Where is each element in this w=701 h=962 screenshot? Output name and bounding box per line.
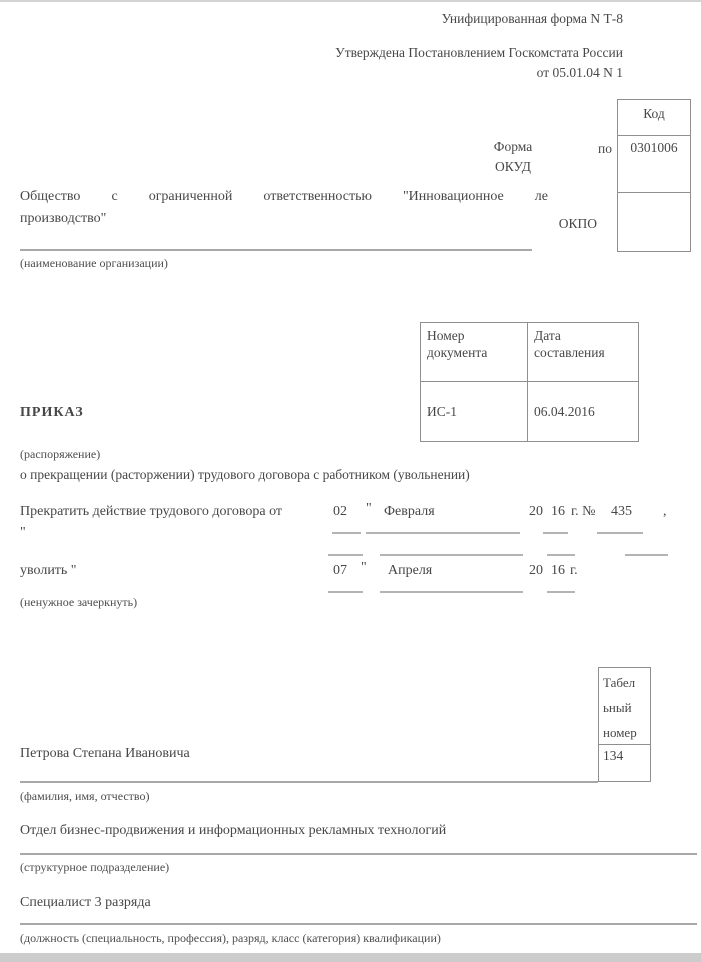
terminate-text: Прекратить действие трудового договора от	[20, 504, 283, 519]
tab-number-label-line1: Табел	[603, 675, 636, 690]
okud-form-label-line2: ОКУД	[495, 159, 531, 174]
approval-note: Утверждена Постановлением Госкомстата России	[335, 45, 623, 60]
contract-year-value: 16	[551, 504, 565, 519]
doc-table	[420, 322, 639, 442]
organization-name	[20, 186, 548, 230]
code-header: Код	[618, 100, 690, 136]
organization-caption: (наименование организации)	[20, 256, 168, 270]
tab-number-box	[598, 667, 651, 782]
top-edge-band	[0, 0, 701, 2]
quote-mark: "	[366, 501, 372, 516]
employee-name: Петрова Степана Ивановича	[20, 746, 190, 761]
tab-number-label	[599, 668, 650, 745]
order-about: о прекращении (расторжении) трудового договора с работником (увольнении)	[20, 467, 470, 482]
blank-line	[332, 532, 361, 534]
approval-date: от 05.01.04 N 1	[536, 65, 623, 80]
blank-line	[380, 591, 523, 593]
comma-mark: ,	[663, 504, 667, 519]
tab-number-label-line2: ьный	[603, 700, 632, 715]
okud-form-label	[478, 137, 548, 177]
blank-line	[547, 554, 575, 556]
doc-date-value: 06.04.2016	[527, 382, 638, 441]
organization-name-line1: Общество с ограниченной ответственностью "Инновационное ле	[20, 189, 548, 204]
contract-day-value: 02	[333, 504, 347, 519]
employee-name-underline	[20, 781, 598, 783]
position-name: Специалист 3 разряда	[20, 895, 151, 910]
contract-year-prefix: 20	[529, 504, 543, 519]
dismiss-year-suffix: г.	[570, 563, 578, 578]
okud-value: 0301006	[618, 136, 690, 193]
department-caption: (структурное подразделение)	[20, 860, 170, 874]
doc-number-header: Номер документа	[421, 323, 527, 382]
organization-name-line2: производство"	[20, 211, 107, 226]
blank-line	[543, 532, 568, 534]
okpo-cell	[618, 193, 690, 251]
dismiss-label: уволить "	[20, 563, 77, 578]
blank-line	[625, 554, 668, 556]
dismiss-year-value: 16	[551, 563, 565, 578]
department-underline	[20, 853, 697, 855]
position-caption: (должность (специальность, профессия), разряд, класс (категория) квалификации)	[20, 931, 441, 945]
okud-po-label: по	[598, 141, 612, 156]
quote-mark: "	[361, 560, 367, 575]
okud-form-label-line1: Форма	[493, 139, 533, 154]
department-name: Отдел бизнес-продвижения и информационных рекламных технологий	[20, 823, 447, 838]
okpo-label: ОКПО	[558, 216, 597, 231]
dismiss-day-value: 07	[333, 563, 347, 578]
contract-number-value: 435	[611, 504, 632, 519]
tab-number-value: 134	[603, 748, 624, 763]
position-underline	[20, 923, 697, 925]
blank-line	[597, 532, 643, 534]
blank-line	[380, 554, 523, 556]
blank-line	[328, 591, 363, 593]
employee-name-caption: (фамилия, имя, отчество)	[20, 789, 150, 803]
strike-note: (ненужное зачеркнуть)	[20, 595, 138, 609]
doc-number-value: ИС-1	[427, 404, 457, 419]
blank-line	[366, 532, 520, 534]
doc-date-header: Дата составления	[527, 323, 638, 382]
dismiss-month-value: Апреля	[388, 563, 433, 578]
code-box	[617, 99, 691, 252]
bottom-edge-band	[0, 953, 701, 962]
order-subtitle: (распоряжение)	[20, 447, 101, 461]
wrapped-quote-mark: "	[20, 525, 26, 540]
blank-line	[547, 591, 575, 593]
order-title: ПРИКАЗ	[20, 405, 84, 420]
contract-month-value: Февраля	[384, 504, 435, 519]
tab-number-label-line3: номер	[603, 725, 637, 740]
form-ref: Унифицированная форма N Т-8	[441, 11, 623, 26]
organization-underline	[20, 249, 532, 251]
contract-number-prefix: г. №	[571, 504, 596, 519]
dismiss-year-prefix: 20	[529, 563, 543, 578]
blank-line	[328, 554, 363, 556]
